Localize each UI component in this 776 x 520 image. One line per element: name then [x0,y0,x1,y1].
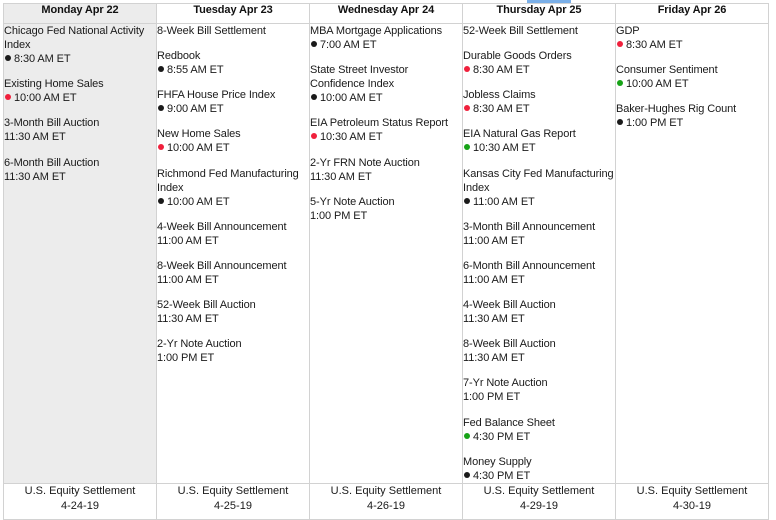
calendar-event[interactable] [463,24,615,38]
importance-dot-icon [464,105,470,111]
event-name: 8-Week Bill Announcement [157,259,287,272]
importance-dot-icon [158,66,164,72]
event-time-label: 10:00 AM ET [14,92,77,105]
calendar-event[interactable] [310,195,462,223]
event-name: 8-Week Bill Settlement [157,25,266,37]
event-name: Chicago Fed National Activity Index [4,25,145,52]
event-time-label: 10:00 AM ET [320,92,383,105]
event-time-row [157,63,309,77]
event-time-label: 1:00 PM ET [463,391,521,404]
event-name: EIA Petroleum Status Report [310,117,448,130]
importance-dot-icon [311,94,317,100]
event-time-row [4,170,156,184]
calendar-event[interactable] [4,77,156,105]
event-time-label: 11:30 AM ET [157,313,219,326]
calendar-event[interactable] [463,298,615,326]
importance-dot-icon [464,433,470,439]
event-time-row [463,195,615,209]
day-column-3 [463,24,616,484]
event-name: 2-Yr Note Auction [157,338,242,351]
event-time-label: 11:00 AM ET [157,234,219,247]
calendar-event[interactable] [4,156,156,184]
calendar-event[interactable] [616,102,768,130]
event-time-row [4,130,156,144]
event-time-label: 10:00 AM ET [626,78,689,91]
event-time-label: 8:30 AM ET [473,103,530,116]
calendar-header-row [4,4,769,24]
event-time-row [463,141,615,155]
calendar-event[interactable] [463,455,615,483]
event-name: 7-Yr Note Auction [463,377,548,390]
calendar-event[interactable] [157,88,309,116]
day-column-2 [310,24,463,484]
event-name: 3-Month Bill Announcement [463,220,596,233]
event-time-label: 8:30 AM ET [626,39,683,52]
event-name: EIA Natural Gas Report [463,128,576,141]
event-time-label: 10:00 AM ET [167,142,230,155]
event-time-label: 11:00 AM ET [473,195,535,208]
event-name: 5-Yr Note Auction [310,195,395,208]
event-name: 52-Week Bill Settlement [463,25,578,37]
importance-dot-icon [158,105,164,111]
calendar-event[interactable] [463,376,615,404]
event-name: Redbook [157,50,201,63]
event-time-label: 1:00 PM ET [310,209,368,222]
calendar-event[interactable] [616,63,768,91]
event-time-row [463,469,615,483]
event-time-row [463,312,615,326]
event-time-row [157,102,309,116]
calendar-event[interactable] [463,167,615,209]
settlement-label: U.S. Equity Settlement [483,484,595,497]
event-time-row [4,52,156,66]
event-time-row [157,141,309,155]
calendar-event[interactable] [157,49,309,77]
event-time-row [616,77,768,91]
settlement-date: 4-26-19 [367,499,405,512]
event-time-label: 9:00 AM ET [167,103,224,116]
day-column-4 [616,24,769,484]
calendar-event[interactable] [310,156,462,184]
event-time-row [310,38,462,52]
event-name: GDP [616,25,640,37]
calendar-event[interactable] [463,259,615,287]
importance-dot-icon [464,472,470,478]
event-time-row [463,63,615,77]
importance-dot-icon [311,41,317,47]
settlement-cell-0 [4,483,157,519]
event-name: MBA Mortgage Applications [310,25,443,37]
event-time-row [463,234,615,248]
day-column-0 [4,24,157,484]
settlement-date: 4-25-19 [214,499,252,512]
event-time-row [310,170,462,184]
settlement-label: U.S. Equity Settlement [177,484,289,497]
calendar-event[interactable] [463,220,615,248]
event-name: Money Supply [463,455,532,468]
importance-dot-icon [464,144,470,150]
event-name: Existing Home Sales [4,78,104,91]
calendar-event[interactable] [157,24,309,38]
event-time-label: 11:30 AM ET [4,131,66,144]
event-name: 2-Yr FRN Note Auction [310,156,420,169]
event-time-row [310,209,462,223]
event-time-row [157,195,309,209]
day-header-1[interactable]: Tuesday Apr 23 [157,4,310,24]
event-time-label: 11:00 AM ET [463,234,525,247]
settlement-date: 4-24-19 [61,499,99,512]
importance-dot-icon [5,55,11,61]
event-time-row [4,91,156,105]
event-time-label: 1:00 PM ET [157,352,215,365]
event-name: Durable Goods Orders [463,50,572,63]
day-header-4[interactable]: Friday Apr 26 [616,4,769,24]
importance-dot-icon [5,94,11,100]
importance-dot-icon [464,198,470,204]
event-time-row [463,102,615,116]
settlement-cell-2 [310,483,463,519]
settlement-label: U.S. Equity Settlement [330,484,442,497]
event-name: 6-Month Bill Auction [4,156,100,169]
calendar-event[interactable] [463,127,615,155]
event-time-row [157,273,309,287]
settlement-cell-3 [463,483,616,519]
event-time-row [157,234,309,248]
importance-dot-icon [311,133,317,139]
event-time-label: 4:30 PM ET [473,430,531,443]
event-name: Richmond Fed Manufacturing Index [157,167,299,194]
calendar-event[interactable] [157,259,309,287]
day-header-3[interactable]: Thursday Apr 25 [463,4,616,24]
calendar-event[interactable] [157,220,309,248]
event-name: Jobless Claims [463,89,536,102]
event-time-label: 10:30 AM ET [320,131,383,144]
event-name: Kansas City Fed Manufacturing Index [463,167,614,194]
importance-dot-icon [617,41,623,47]
event-name: Consumer Sentiment [616,64,718,77]
event-time-row [616,116,768,130]
event-time-row [157,312,309,326]
importance-dot-icon [158,198,164,204]
event-time-row [157,351,309,365]
day-column-1 [157,24,310,484]
calendar-event[interactable] [463,88,615,116]
calendar-event[interactable] [157,298,309,326]
event-name: FHFA House Price Index [157,89,276,102]
calendar-event[interactable] [463,49,615,77]
importance-dot-icon [617,119,623,125]
importance-dot-icon [464,66,470,72]
event-name: 6-Month Bill Announcement [463,259,596,272]
event-name: Fed Balance Sheet [463,416,555,429]
calendar-event[interactable] [463,416,615,444]
day-header-2[interactable]: Wednesday Apr 24 [310,4,463,24]
settlement-cell-1 [157,483,310,519]
settlement-label: U.S. Equity Settlement [636,484,748,497]
calendar-event[interactable] [310,116,462,144]
economic-calendar-table [3,3,769,520]
calendar-footer-row [4,483,769,519]
event-time-label: 8:55 AM ET [167,64,224,77]
event-time-row [463,390,615,404]
calendar-body-row [4,24,769,484]
event-time-label: 8:30 AM ET [14,53,71,66]
calendar-event[interactable] [310,24,462,52]
event-time-row [616,38,768,52]
settlement-label: U.S. Equity Settlement [24,484,136,497]
event-time-label: 1:00 PM ET [626,117,684,130]
settlement-date: 4-30-19 [673,499,711,512]
event-name: 4-Week Bill Announcement [157,220,287,233]
day-header-0[interactable]: Monday Apr 22 [4,4,157,24]
calendar-event[interactable] [463,337,615,365]
event-time-label: 11:30 AM ET [463,352,525,365]
event-name: State Street Investor Confidence Index [310,64,409,91]
event-name: New Home Sales [157,128,241,141]
event-time-label: 11:00 AM ET [157,274,219,287]
event-name: 52-Week Bill Auction [157,299,256,312]
event-time-label: 11:30 AM ET [4,170,66,183]
event-time-row [463,430,615,444]
event-time-label: 4:30 PM ET [473,469,531,482]
importance-dot-icon [158,144,164,150]
event-time-label: 11:30 AM ET [310,170,372,183]
settlement-cell-4 [616,483,769,519]
calendar-event[interactable] [157,167,309,209]
event-time-label: 11:30 AM ET [463,313,525,326]
event-name: 3-Month Bill Auction [4,117,100,130]
event-time-row [310,91,462,105]
event-time-row [463,351,615,365]
event-name: 4-Week Bill Auction [463,299,556,312]
event-time-label: 10:00 AM ET [167,195,230,208]
calendar-event[interactable] [157,337,309,365]
event-time-row [310,130,462,144]
calendar-event[interactable] [4,116,156,144]
calendar-event[interactable] [157,127,309,155]
importance-dot-icon [617,80,623,86]
event-time-label: 7:00 AM ET [320,39,377,52]
event-time-label: 10:30 AM ET [473,142,536,155]
event-time-row [463,273,615,287]
settlement-date: 4-29-19 [520,499,558,512]
event-time-label: 8:30 AM ET [473,64,530,77]
calendar-event[interactable] [310,63,462,105]
event-name: 8-Week Bill Auction [463,338,556,351]
calendar-event[interactable] [4,24,156,66]
calendar-event[interactable] [616,24,768,52]
event-time-label: 11:00 AM ET [463,274,525,287]
event-name: Baker-Hughes Rig Count [616,103,737,116]
